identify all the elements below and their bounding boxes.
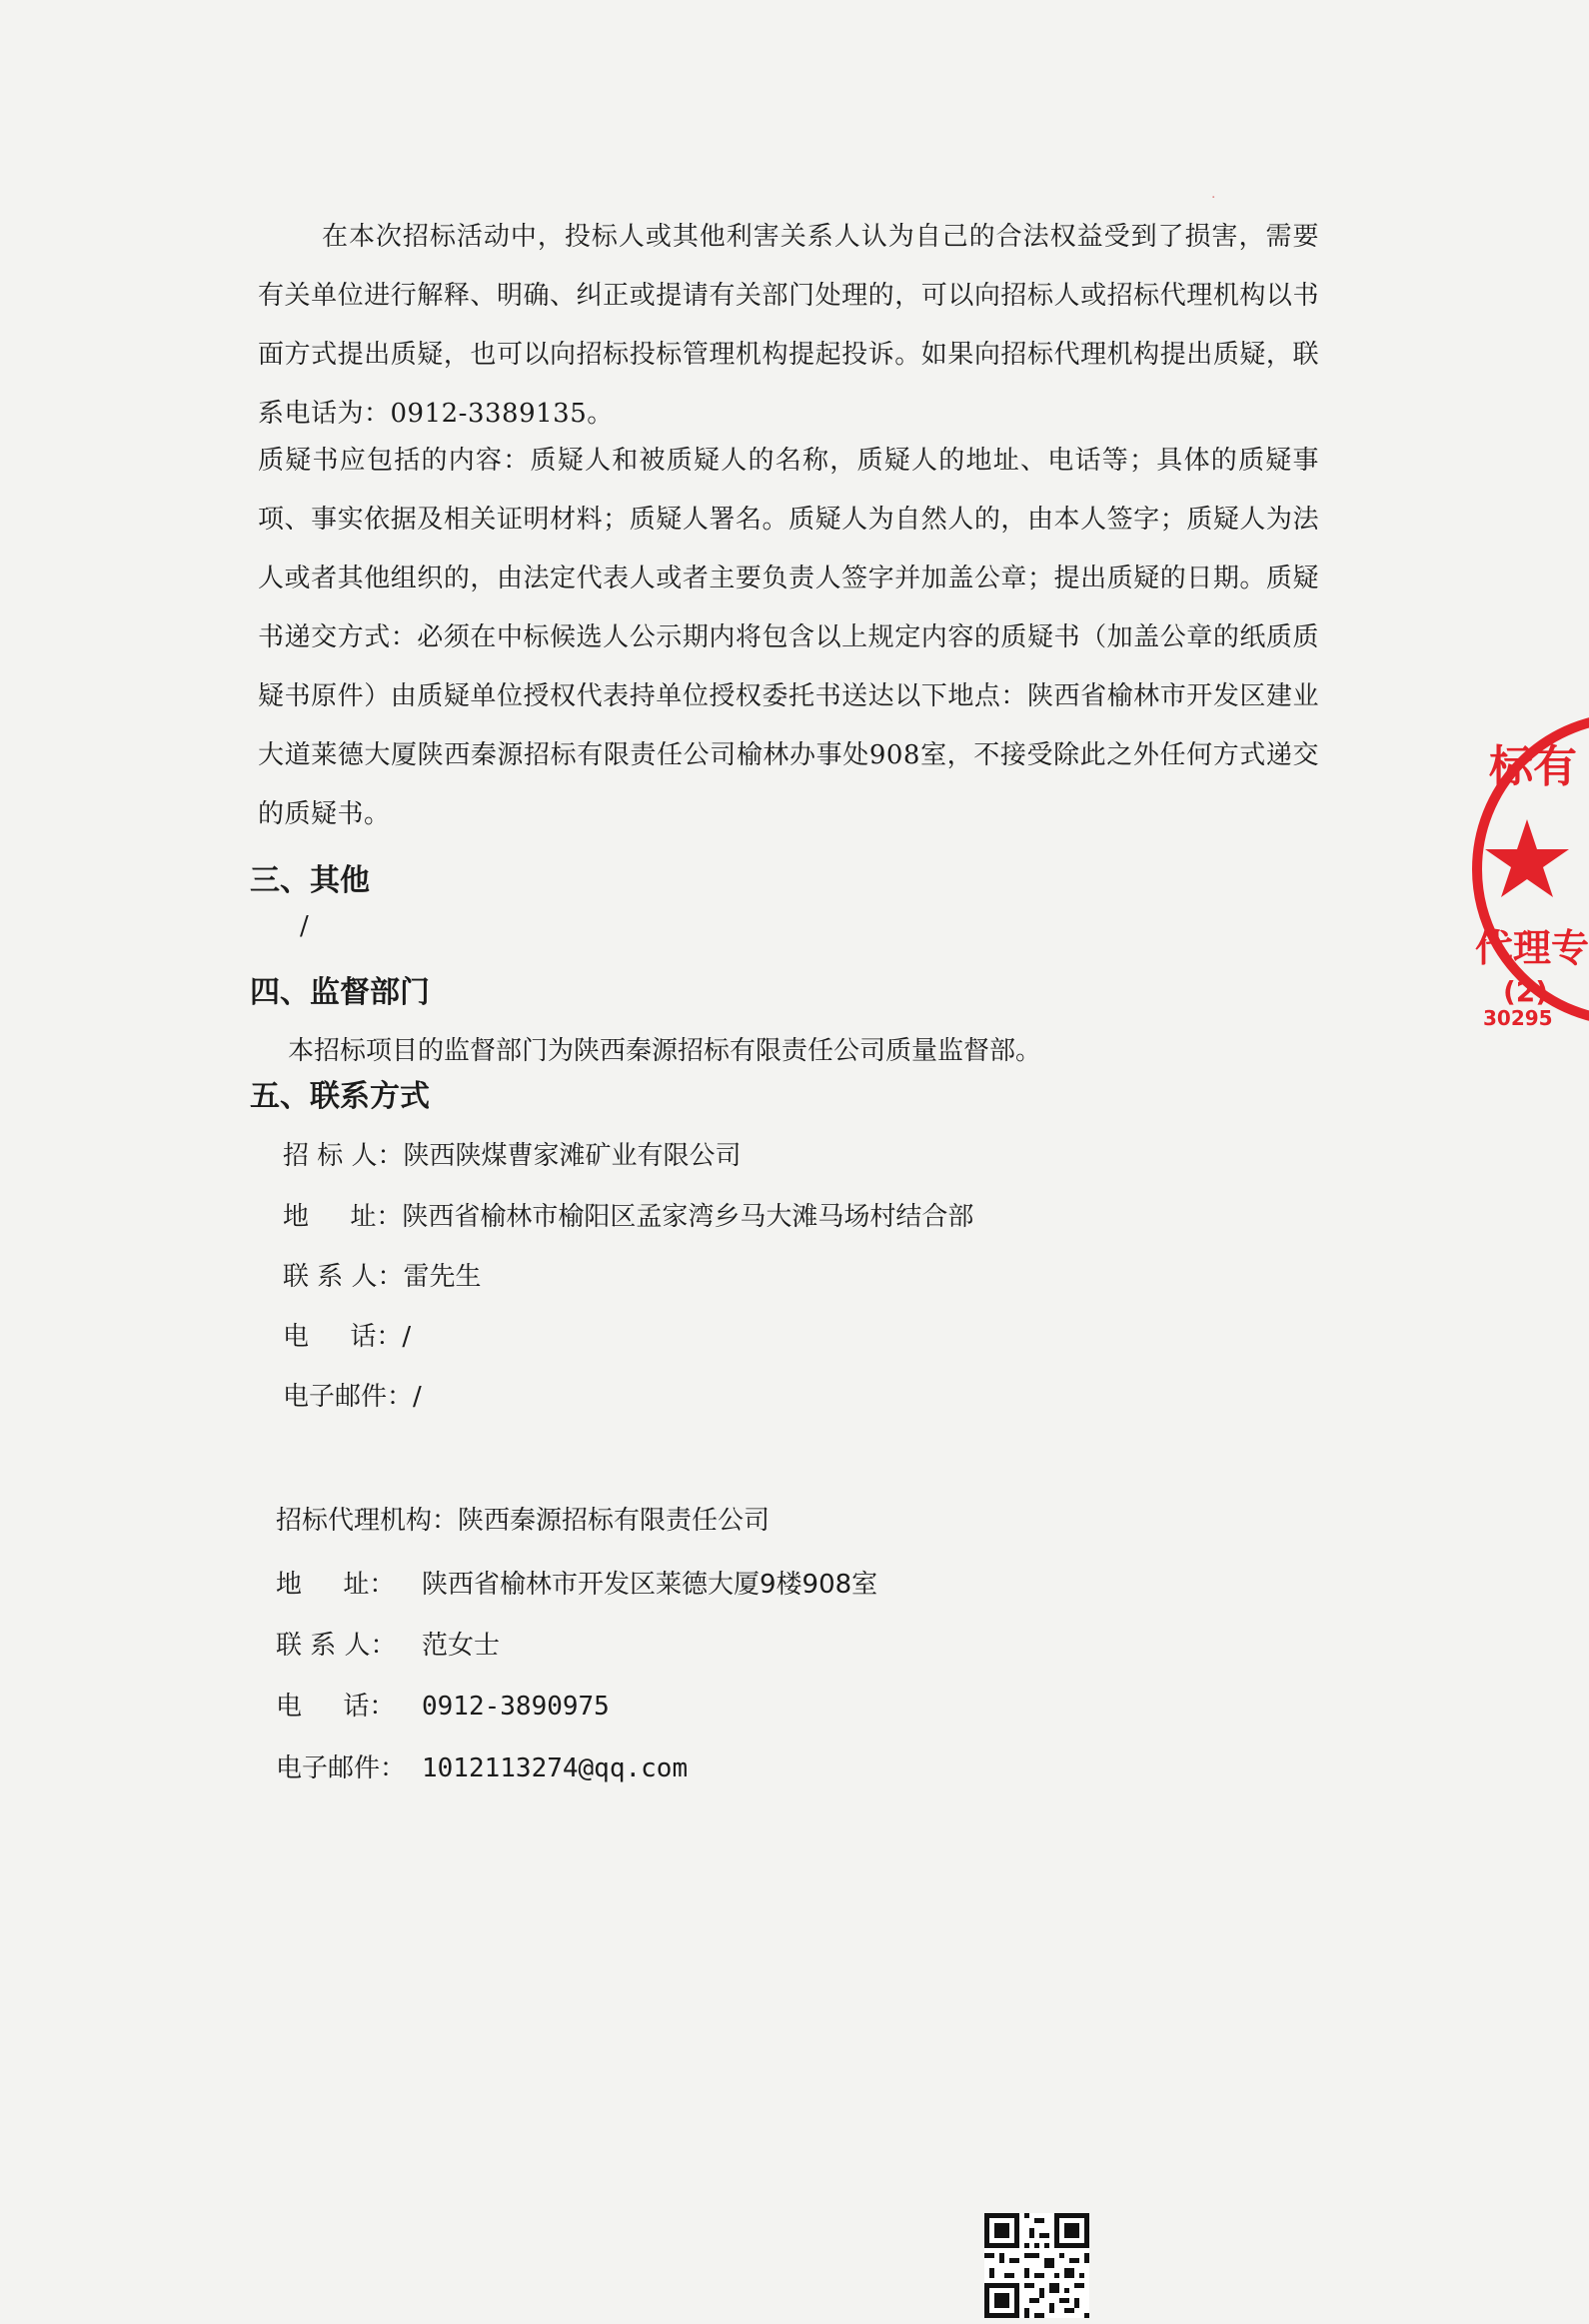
section-title-contact: 五、联系方式 bbox=[250, 1079, 430, 1114]
section-other-content: / bbox=[300, 911, 309, 941]
qr-code-icon bbox=[984, 2213, 1089, 2318]
agency-contact-label: 联 系 人： bbox=[276, 1631, 397, 1661]
complaint-paragraph-1: 在本次招标活动中，投标人或其他利害关系人认为自己的合法权益受到了损害，需要有关单位进行解释、明确、纠正或提请有关部门处理的，可以向招标人或招标代理机构以书面方式提出质疑，也可以向招标投标管理机构提起投诉。如果向招标代理机构提出质疑，联系电话为：0912-3389135。 bbox=[258, 222, 1319, 429]
seal-number: (2) bbox=[1503, 975, 1549, 1008]
agency-contact-row bbox=[276, 1626, 500, 1666]
seal-code: 30295 bbox=[1483, 1006, 1553, 1030]
tenderer-address-row bbox=[283, 1197, 973, 1237]
agency-phone-row bbox=[276, 1687, 610, 1727]
tenderer-name-label: 招 标 人： bbox=[283, 1141, 404, 1171]
tenderer-name: 陕西陕煤曹家滩矿业有限公司 bbox=[403, 1141, 742, 1171]
agency-address-row bbox=[276, 1565, 877, 1605]
section-title-supervision: 四、监督部门 bbox=[250, 975, 430, 1010]
agency-name-row bbox=[276, 1501, 770, 1541]
agency-phone: 0912-3890975 bbox=[422, 1692, 610, 1722]
speck-mark: · bbox=[1211, 190, 1216, 206]
agency-address-label: 地 址： bbox=[276, 1570, 396, 1600]
seal-star-icon bbox=[1485, 819, 1569, 897]
seal-text-bottom: 代理专 bbox=[1475, 926, 1589, 970]
tenderer-contact-label: 联 系 人： bbox=[283, 1262, 404, 1292]
tenderer-phone-row bbox=[283, 1317, 411, 1357]
supervision-content: 本招标项目的监督部门为陕西秦源招标有限责任公司质量监督部。 bbox=[288, 1036, 1042, 1066]
tenderer-email-label: 电子邮件： bbox=[283, 1382, 414, 1412]
agency-name: 陕西秦源招标有限责任公司 bbox=[458, 1506, 771, 1536]
tenderer-address-label: 地 址： bbox=[283, 1202, 403, 1232]
tenderer-address: 陕西省榆林市榆阳区孟家湾乡马大滩马场村结合部 bbox=[402, 1202, 974, 1232]
complaint-paragraph-2: 质疑书应包括的内容：质疑人和被质疑人的名称，质疑人的地址、电话等；具体的质疑事项、事实依据及相关证明材料；质疑人署名。质疑人为自然人的，由本人签字；质疑人为法人或者其他组织的，由法定代表人或者主要负责人签字并加盖公章；提出质疑的日期。质疑书递交方式：必须在中标候选人公示期内将包含以上规定内容的质疑书（加盖公章的纸质质疑书原件）由质疑单位授权代表持单位授权委托书送达以下地点：陕西省榆林市开发区建业大道莱德大厦陕西秦源招标有限责任公司榆林办事处908室，不接受除此之外任何方式递交的质疑书。 bbox=[258, 446, 1319, 829]
agency-address: 陕西省榆林市开发区莱德大厦9楼908室 bbox=[422, 1570, 878, 1600]
tenderer-phone-label: 电 话： bbox=[283, 1322, 403, 1352]
tenderer-phone: / bbox=[402, 1322, 412, 1352]
agency-phone-label: 电 话： bbox=[276, 1692, 396, 1722]
tenderer-email: / bbox=[413, 1382, 422, 1412]
tenderer-contact-row bbox=[283, 1257, 482, 1297]
tenderer-contact: 雷先生 bbox=[403, 1262, 482, 1292]
tenderer-email-row bbox=[283, 1377, 422, 1417]
section-title-other: 三、其他 bbox=[250, 863, 370, 898]
seal-text-top: 标有 bbox=[1489, 741, 1577, 792]
tenderer-name-row bbox=[283, 1136, 742, 1176]
agency-email-row bbox=[276, 1748, 688, 1788]
agency-email: 1012113274@qq.com bbox=[422, 1753, 689, 1783]
agency-name-label: 招标代理机构： bbox=[276, 1506, 459, 1536]
official-seal bbox=[1469, 709, 1589, 1029]
agency-email-label: 电子邮件： bbox=[276, 1753, 407, 1783]
seal-icon bbox=[1469, 709, 1589, 1030]
agency-contact: 范女士 bbox=[422, 1631, 501, 1661]
